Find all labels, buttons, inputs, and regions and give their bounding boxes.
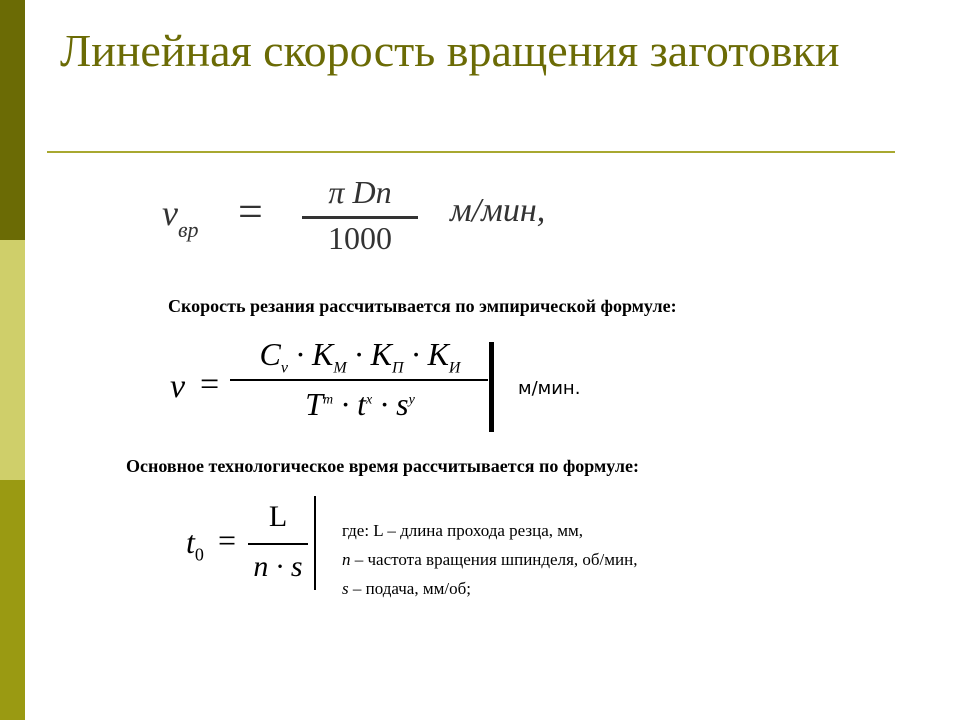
formula2-denominator: $T^m \cdot t^x \cdot s^y$ — [305, 386, 415, 422]
formula1-denominator: 1000 — [328, 220, 392, 256]
machining-time-caption: Основное технологическое время рассчитывается по формуле: — [126, 456, 639, 476]
formula1-unit: м/мин, — [450, 192, 546, 229]
legend-line-feed: s – подача, мм/об; — [342, 579, 471, 598]
title-divider — [47, 151, 895, 153]
formula1-numerator: π Dn — [328, 174, 392, 210]
formula2-vertical-bar — [489, 342, 494, 432]
formula3-denominator: n · s — [253, 550, 303, 583]
side-bar-bottom — [0, 480, 25, 720]
variable-legend — [342, 516, 637, 603]
formula3-equals: = — [218, 522, 237, 558]
formula2-numerator: $C_v \cdot K_M \cdot K_П \cdot K_И$ — [259, 336, 461, 377]
formula2-fraction-bar — [230, 379, 488, 381]
formula2-lhs: v — [170, 368, 186, 405]
legend-line-length: где: L – длина прохода резца, мм, — [342, 521, 584, 540]
formula3-lhs: $t_0$ — [186, 524, 204, 565]
slide-title: Линейная скорость вращения заготовки — [60, 25, 840, 76]
formula2-equals: = — [200, 366, 220, 403]
formula1-lhs: $v_{вр}$ — [162, 193, 199, 243]
formula1-fraction-bar — [302, 216, 418, 219]
formula2-unit: м/мин. — [518, 378, 581, 399]
linear-speed-formula — [150, 172, 650, 262]
formula3-vertical-bar — [314, 496, 316, 590]
legend-line-spindle: n – частота вращения шпинделя, об/мин, — [342, 550, 638, 569]
formula3-numerator: L — [268, 500, 288, 533]
side-bar-middle — [0, 240, 25, 480]
formula1-equals: = — [238, 187, 263, 236]
side-bar-top — [0, 0, 25, 240]
formula3-fraction-bar — [248, 543, 308, 545]
cutting-speed-caption: Скорость резания рассчитывается по эмпирической формуле: — [168, 296, 677, 316]
